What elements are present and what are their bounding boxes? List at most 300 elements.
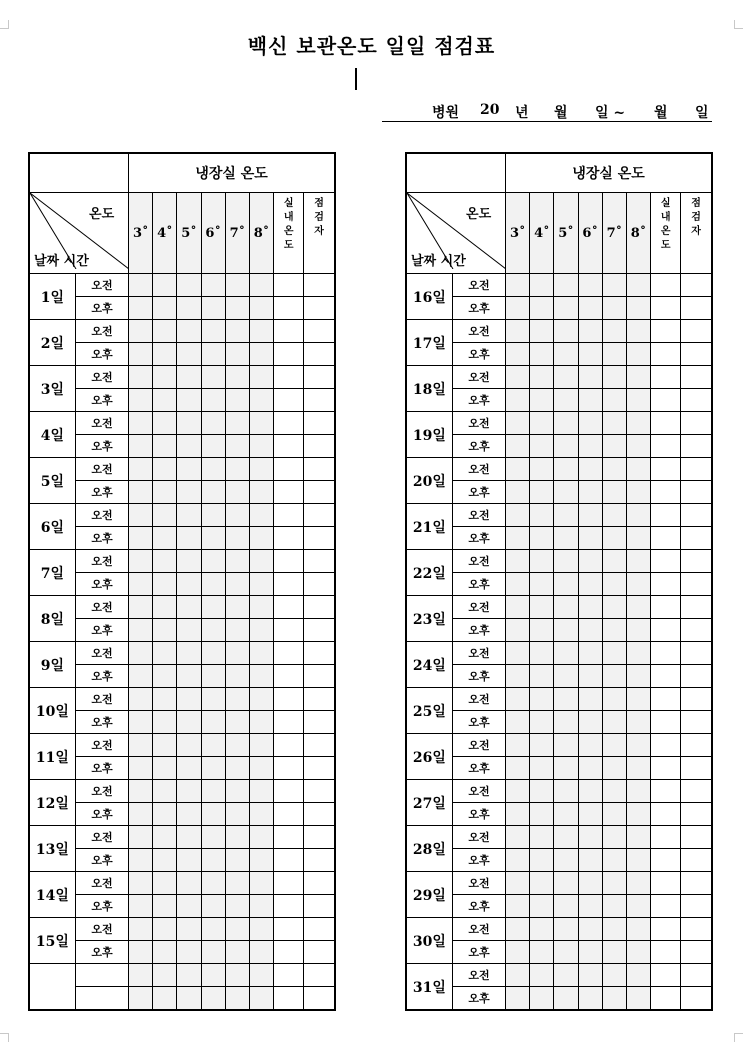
inspector-cell[interactable] [681,780,712,803]
room-temp-cell[interactable] [274,665,304,688]
temperature-check-cell[interactable] [177,803,201,826]
temperature-check-cell[interactable] [225,711,249,734]
room-temp-cell[interactable] [274,619,304,642]
temperature-check-cell[interactable] [626,987,650,1011]
temperature-check-cell[interactable] [201,711,225,734]
temperature-check-cell[interactable] [578,780,602,803]
temperature-check-cell[interactable] [554,343,578,366]
temperature-check-cell[interactable] [249,458,273,481]
temperature-check-cell[interactable] [578,941,602,964]
temperature-check-cell[interactable] [602,688,626,711]
temperature-check-cell[interactable] [554,550,578,573]
temperature-check-cell[interactable] [626,711,650,734]
temperature-check-cell[interactable] [602,734,626,757]
inspector-cell[interactable] [304,711,335,734]
temperature-check-cell[interactable] [506,711,530,734]
temperature-check-cell[interactable] [602,366,626,389]
inspector-cell[interactable] [681,389,712,412]
temperature-check-cell[interactable] [626,918,650,941]
temperature-check-cell[interactable] [626,642,650,665]
temperature-check-cell[interactable] [506,366,530,389]
room-temp-cell[interactable] [651,941,681,964]
room-temp-cell[interactable] [651,734,681,757]
temperature-check-cell[interactable] [530,964,554,987]
temperature-check-cell[interactable] [225,596,249,619]
room-temp-cell[interactable] [274,297,304,320]
temperature-check-cell[interactable] [602,987,626,1011]
temperature-check-cell[interactable] [201,780,225,803]
temperature-check-cell[interactable] [201,734,225,757]
temperature-check-cell[interactable] [506,780,530,803]
temperature-check-cell[interactable] [506,826,530,849]
temperature-check-cell[interactable] [578,895,602,918]
temperature-check-cell[interactable] [506,803,530,826]
inspector-cell[interactable] [304,872,335,895]
temperature-check-cell[interactable] [530,918,554,941]
room-temp-cell[interactable] [274,803,304,826]
temperature-check-cell[interactable] [225,964,249,987]
room-temp-cell[interactable] [274,435,304,458]
inspector-cell[interactable] [681,987,712,1011]
inspector-cell[interactable] [681,435,712,458]
temperature-check-cell[interactable] [249,297,273,320]
room-temp-cell[interactable] [651,550,681,573]
temperature-check-cell[interactable] [153,458,177,481]
temperature-check-cell[interactable] [626,803,650,826]
temperature-check-cell[interactable] [530,573,554,596]
inspector-cell[interactable] [304,849,335,872]
temperature-check-cell[interactable] [153,642,177,665]
temperature-check-cell[interactable] [530,665,554,688]
temperature-check-cell[interactable] [201,573,225,596]
temperature-check-cell[interactable] [201,366,225,389]
inspector-cell[interactable] [681,665,712,688]
temperature-check-cell[interactable] [578,734,602,757]
temperature-check-cell[interactable] [177,780,201,803]
temperature-check-cell[interactable] [554,757,578,780]
inspector-cell[interactable] [681,918,712,941]
inspector-cell[interactable] [304,803,335,826]
temperature-check-cell[interactable] [578,711,602,734]
temperature-check-cell[interactable] [225,320,249,343]
temperature-check-cell[interactable] [129,435,153,458]
temperature-check-cell[interactable] [506,596,530,619]
temperature-check-cell[interactable] [506,527,530,550]
room-temp-cell[interactable] [274,688,304,711]
room-temp-cell[interactable] [651,458,681,481]
temperature-check-cell[interactable] [129,734,153,757]
room-temp-cell[interactable] [651,642,681,665]
temperature-check-cell[interactable] [530,849,554,872]
room-temp-cell[interactable] [274,964,304,987]
temperature-check-cell[interactable] [225,366,249,389]
inspector-cell[interactable] [681,642,712,665]
room-temp-cell[interactable] [274,573,304,596]
temperature-check-cell[interactable] [506,435,530,458]
temperature-check-cell[interactable] [201,872,225,895]
temperature-check-cell[interactable] [225,849,249,872]
inspector-cell[interactable] [304,366,335,389]
temperature-check-cell[interactable] [225,504,249,527]
temperature-check-cell[interactable] [626,872,650,895]
temperature-check-cell[interactable] [506,573,530,596]
temperature-check-cell[interactable] [225,412,249,435]
temperature-check-cell[interactable] [153,734,177,757]
inspector-cell[interactable] [681,343,712,366]
inspector-cell[interactable] [681,711,712,734]
temperature-check-cell[interactable] [530,826,554,849]
temperature-check-cell[interactable] [177,527,201,550]
temperature-check-cell[interactable] [225,872,249,895]
temperature-check-cell[interactable] [225,619,249,642]
temperature-check-cell[interactable] [554,642,578,665]
inspector-cell[interactable] [681,826,712,849]
temperature-check-cell[interactable] [225,757,249,780]
temperature-check-cell[interactable] [153,918,177,941]
temperature-check-cell[interactable] [530,619,554,642]
temperature-check-cell[interactable] [506,941,530,964]
temperature-check-cell[interactable] [626,757,650,780]
temperature-check-cell[interactable] [249,619,273,642]
temperature-check-cell[interactable] [177,688,201,711]
temperature-check-cell[interactable] [626,826,650,849]
temperature-check-cell[interactable] [201,274,225,297]
temperature-check-cell[interactable] [554,527,578,550]
temperature-check-cell[interactable] [578,458,602,481]
temperature-check-cell[interactable] [249,412,273,435]
inspector-cell[interactable] [304,412,335,435]
temperature-check-cell[interactable] [506,389,530,412]
room-temp-cell[interactable] [651,987,681,1011]
temperature-check-cell[interactable] [602,481,626,504]
temperature-check-cell[interactable] [201,412,225,435]
room-temp-cell[interactable] [651,665,681,688]
temperature-check-cell[interactable] [578,481,602,504]
inspector-cell[interactable] [681,941,712,964]
temperature-check-cell[interactable] [201,343,225,366]
temperature-check-cell[interactable] [225,550,249,573]
temperature-check-cell[interactable] [626,435,650,458]
inspector-cell[interactable] [681,964,712,987]
temperature-check-cell[interactable] [225,734,249,757]
inspector-cell[interactable] [304,320,335,343]
temperature-check-cell[interactable] [129,504,153,527]
inspector-cell[interactable] [304,619,335,642]
room-temp-cell[interactable] [274,872,304,895]
temperature-check-cell[interactable] [249,366,273,389]
temperature-check-cell[interactable] [578,343,602,366]
temperature-check-cell[interactable] [554,596,578,619]
temperature-check-cell[interactable] [177,826,201,849]
inspector-cell[interactable] [681,734,712,757]
room-temp-cell[interactable] [274,274,304,297]
temperature-check-cell[interactable] [201,665,225,688]
temperature-check-cell[interactable] [554,412,578,435]
temperature-check-cell[interactable] [201,435,225,458]
temperature-check-cell[interactable] [129,918,153,941]
temperature-check-cell[interactable] [530,412,554,435]
temperature-check-cell[interactable] [249,895,273,918]
temperature-check-cell[interactable] [129,780,153,803]
temperature-check-cell[interactable] [153,964,177,987]
room-temp-cell[interactable] [651,872,681,895]
inspector-cell[interactable] [681,550,712,573]
room-temp-cell[interactable] [651,389,681,412]
temperature-check-cell[interactable] [602,803,626,826]
room-temp-cell[interactable] [651,481,681,504]
temperature-check-cell[interactable] [129,550,153,573]
temperature-check-cell[interactable] [201,596,225,619]
room-temp-cell[interactable] [651,504,681,527]
temperature-check-cell[interactable] [530,297,554,320]
temperature-check-cell[interactable] [506,734,530,757]
temperature-check-cell[interactable] [626,366,650,389]
temperature-check-cell[interactable] [249,481,273,504]
temperature-check-cell[interactable] [249,757,273,780]
inspector-cell[interactable] [681,297,712,320]
temperature-check-cell[interactable] [602,849,626,872]
temperature-check-cell[interactable] [602,665,626,688]
temperature-check-cell[interactable] [626,941,650,964]
temperature-check-cell[interactable] [554,389,578,412]
temperature-check-cell[interactable] [626,780,650,803]
room-temp-cell[interactable] [274,458,304,481]
temperature-check-cell[interactable] [626,458,650,481]
temperature-check-cell[interactable] [602,458,626,481]
temperature-check-cell[interactable] [129,481,153,504]
temperature-check-cell[interactable] [554,481,578,504]
temperature-check-cell[interactable] [177,734,201,757]
temperature-check-cell[interactable] [129,389,153,412]
temperature-check-cell[interactable] [129,895,153,918]
inspector-cell[interactable] [304,435,335,458]
temperature-check-cell[interactable] [530,504,554,527]
temperature-check-cell[interactable] [201,757,225,780]
temperature-check-cell[interactable] [129,757,153,780]
temperature-check-cell[interactable] [249,941,273,964]
temperature-check-cell[interactable] [201,527,225,550]
temperature-check-cell[interactable] [153,757,177,780]
temperature-check-cell[interactable] [153,412,177,435]
temperature-check-cell[interactable] [530,757,554,780]
temperature-check-cell[interactable] [602,780,626,803]
inspector-cell[interactable] [681,619,712,642]
inspector-cell[interactable] [304,895,335,918]
temperature-check-cell[interactable] [554,665,578,688]
room-temp-cell[interactable] [274,987,304,1011]
temperature-check-cell[interactable] [225,826,249,849]
temperature-check-cell[interactable] [177,872,201,895]
temperature-check-cell[interactable] [177,987,201,1011]
inspector-cell[interactable] [304,987,335,1011]
temperature-check-cell[interactable] [602,918,626,941]
temperature-check-cell[interactable] [506,297,530,320]
temperature-check-cell[interactable] [554,320,578,343]
inspector-cell[interactable] [681,274,712,297]
temperature-check-cell[interactable] [177,665,201,688]
temperature-check-cell[interactable] [225,918,249,941]
temperature-check-cell[interactable] [249,964,273,987]
temperature-check-cell[interactable] [129,803,153,826]
temperature-check-cell[interactable] [578,803,602,826]
temperature-check-cell[interactable] [554,964,578,987]
temperature-check-cell[interactable] [177,642,201,665]
inspector-cell[interactable] [304,642,335,665]
temperature-check-cell[interactable] [225,803,249,826]
temperature-check-cell[interactable] [249,320,273,343]
temperature-check-cell[interactable] [602,274,626,297]
temperature-check-cell[interactable] [530,274,554,297]
temperature-check-cell[interactable] [153,711,177,734]
temperature-check-cell[interactable] [602,435,626,458]
inspector-cell[interactable] [681,481,712,504]
temperature-check-cell[interactable] [249,596,273,619]
temperature-check-cell[interactable] [129,274,153,297]
temperature-check-cell[interactable] [201,458,225,481]
temperature-check-cell[interactable] [153,803,177,826]
temperature-check-cell[interactable] [177,941,201,964]
temperature-check-cell[interactable] [129,527,153,550]
temperature-check-cell[interactable] [602,504,626,527]
inspector-cell[interactable] [304,481,335,504]
inspector-cell[interactable] [304,596,335,619]
room-temp-cell[interactable] [274,481,304,504]
temperature-check-cell[interactable] [554,780,578,803]
temperature-check-cell[interactable] [249,274,273,297]
temperature-check-cell[interactable] [578,987,602,1011]
temperature-check-cell[interactable] [249,849,273,872]
temperature-check-cell[interactable] [225,895,249,918]
temperature-check-cell[interactable] [129,665,153,688]
temperature-check-cell[interactable] [626,619,650,642]
temperature-check-cell[interactable] [626,320,650,343]
temperature-check-cell[interactable] [153,849,177,872]
temperature-check-cell[interactable] [530,458,554,481]
room-temp-cell[interactable] [274,734,304,757]
room-temp-cell[interactable] [651,297,681,320]
temperature-check-cell[interactable] [201,895,225,918]
temperature-check-cell[interactable] [578,872,602,895]
temperature-check-cell[interactable] [153,688,177,711]
temperature-check-cell[interactable] [506,481,530,504]
temperature-check-cell[interactable] [201,504,225,527]
room-temp-cell[interactable] [651,435,681,458]
temperature-check-cell[interactable] [506,872,530,895]
temperature-check-cell[interactable] [506,619,530,642]
inspector-cell[interactable] [681,872,712,895]
temperature-check-cell[interactable] [626,412,650,435]
room-temp-cell[interactable] [651,964,681,987]
temperature-check-cell[interactable] [554,734,578,757]
temperature-check-cell[interactable] [626,665,650,688]
temperature-check-cell[interactable] [129,872,153,895]
room-temp-cell[interactable] [274,895,304,918]
temperature-check-cell[interactable] [578,504,602,527]
temperature-check-cell[interactable] [554,803,578,826]
room-temp-cell[interactable] [651,412,681,435]
temperature-check-cell[interactable] [602,389,626,412]
temperature-check-cell[interactable] [554,458,578,481]
temperature-check-cell[interactable] [530,527,554,550]
temperature-check-cell[interactable] [626,596,650,619]
temperature-check-cell[interactable] [626,504,650,527]
temperature-check-cell[interactable] [626,688,650,711]
temperature-check-cell[interactable] [153,780,177,803]
temperature-check-cell[interactable] [626,734,650,757]
temperature-check-cell[interactable] [602,596,626,619]
hospital-date-line[interactable] [382,102,712,122]
inspector-cell[interactable] [681,366,712,389]
temperature-check-cell[interactable] [602,320,626,343]
room-temp-cell[interactable] [274,504,304,527]
temperature-check-cell[interactable] [177,619,201,642]
temperature-check-cell[interactable] [225,343,249,366]
temperature-check-cell[interactable] [177,366,201,389]
temperature-check-cell[interactable] [177,343,201,366]
temperature-check-cell[interactable] [578,320,602,343]
temperature-check-cell[interactable] [201,550,225,573]
temperature-check-cell[interactable] [201,320,225,343]
temperature-check-cell[interactable] [177,389,201,412]
temperature-check-cell[interactable] [201,964,225,987]
temperature-check-cell[interactable] [578,366,602,389]
temperature-check-cell[interactable] [177,504,201,527]
temperature-check-cell[interactable] [153,872,177,895]
temperature-check-cell[interactable] [578,757,602,780]
temperature-check-cell[interactable] [602,412,626,435]
inspector-cell[interactable] [304,964,335,987]
inspector-cell[interactable] [681,849,712,872]
temperature-check-cell[interactable] [626,550,650,573]
temperature-check-cell[interactable] [153,389,177,412]
temperature-check-cell[interactable] [129,849,153,872]
inspector-cell[interactable] [304,343,335,366]
room-temp-cell[interactable] [651,573,681,596]
temperature-check-cell[interactable] [249,872,273,895]
inspector-cell[interactable] [304,941,335,964]
temperature-check-cell[interactable] [201,642,225,665]
temperature-check-cell[interactable] [530,872,554,895]
temperature-check-cell[interactable] [578,849,602,872]
inspector-cell[interactable] [681,412,712,435]
temperature-check-cell[interactable] [530,366,554,389]
temperature-check-cell[interactable] [153,320,177,343]
inspector-cell[interactable] [304,826,335,849]
room-temp-cell[interactable] [274,849,304,872]
temperature-check-cell[interactable] [578,964,602,987]
temperature-check-cell[interactable] [602,527,626,550]
temperature-check-cell[interactable] [530,941,554,964]
temperature-check-cell[interactable] [129,458,153,481]
temperature-check-cell[interactable] [554,711,578,734]
temperature-check-cell[interactable] [129,366,153,389]
temperature-check-cell[interactable] [578,642,602,665]
room-temp-cell[interactable] [651,527,681,550]
temperature-check-cell[interactable] [249,826,273,849]
temperature-check-cell[interactable] [602,964,626,987]
inspector-cell[interactable] [304,274,335,297]
temperature-check-cell[interactable] [201,803,225,826]
temperature-check-cell[interactable] [602,619,626,642]
temperature-check-cell[interactable] [602,895,626,918]
temperature-check-cell[interactable] [554,504,578,527]
temperature-check-cell[interactable] [602,711,626,734]
room-temp-cell[interactable] [274,366,304,389]
temperature-check-cell[interactable] [177,481,201,504]
temperature-check-cell[interactable] [153,297,177,320]
temperature-check-cell[interactable] [626,389,650,412]
temperature-check-cell[interactable] [177,895,201,918]
